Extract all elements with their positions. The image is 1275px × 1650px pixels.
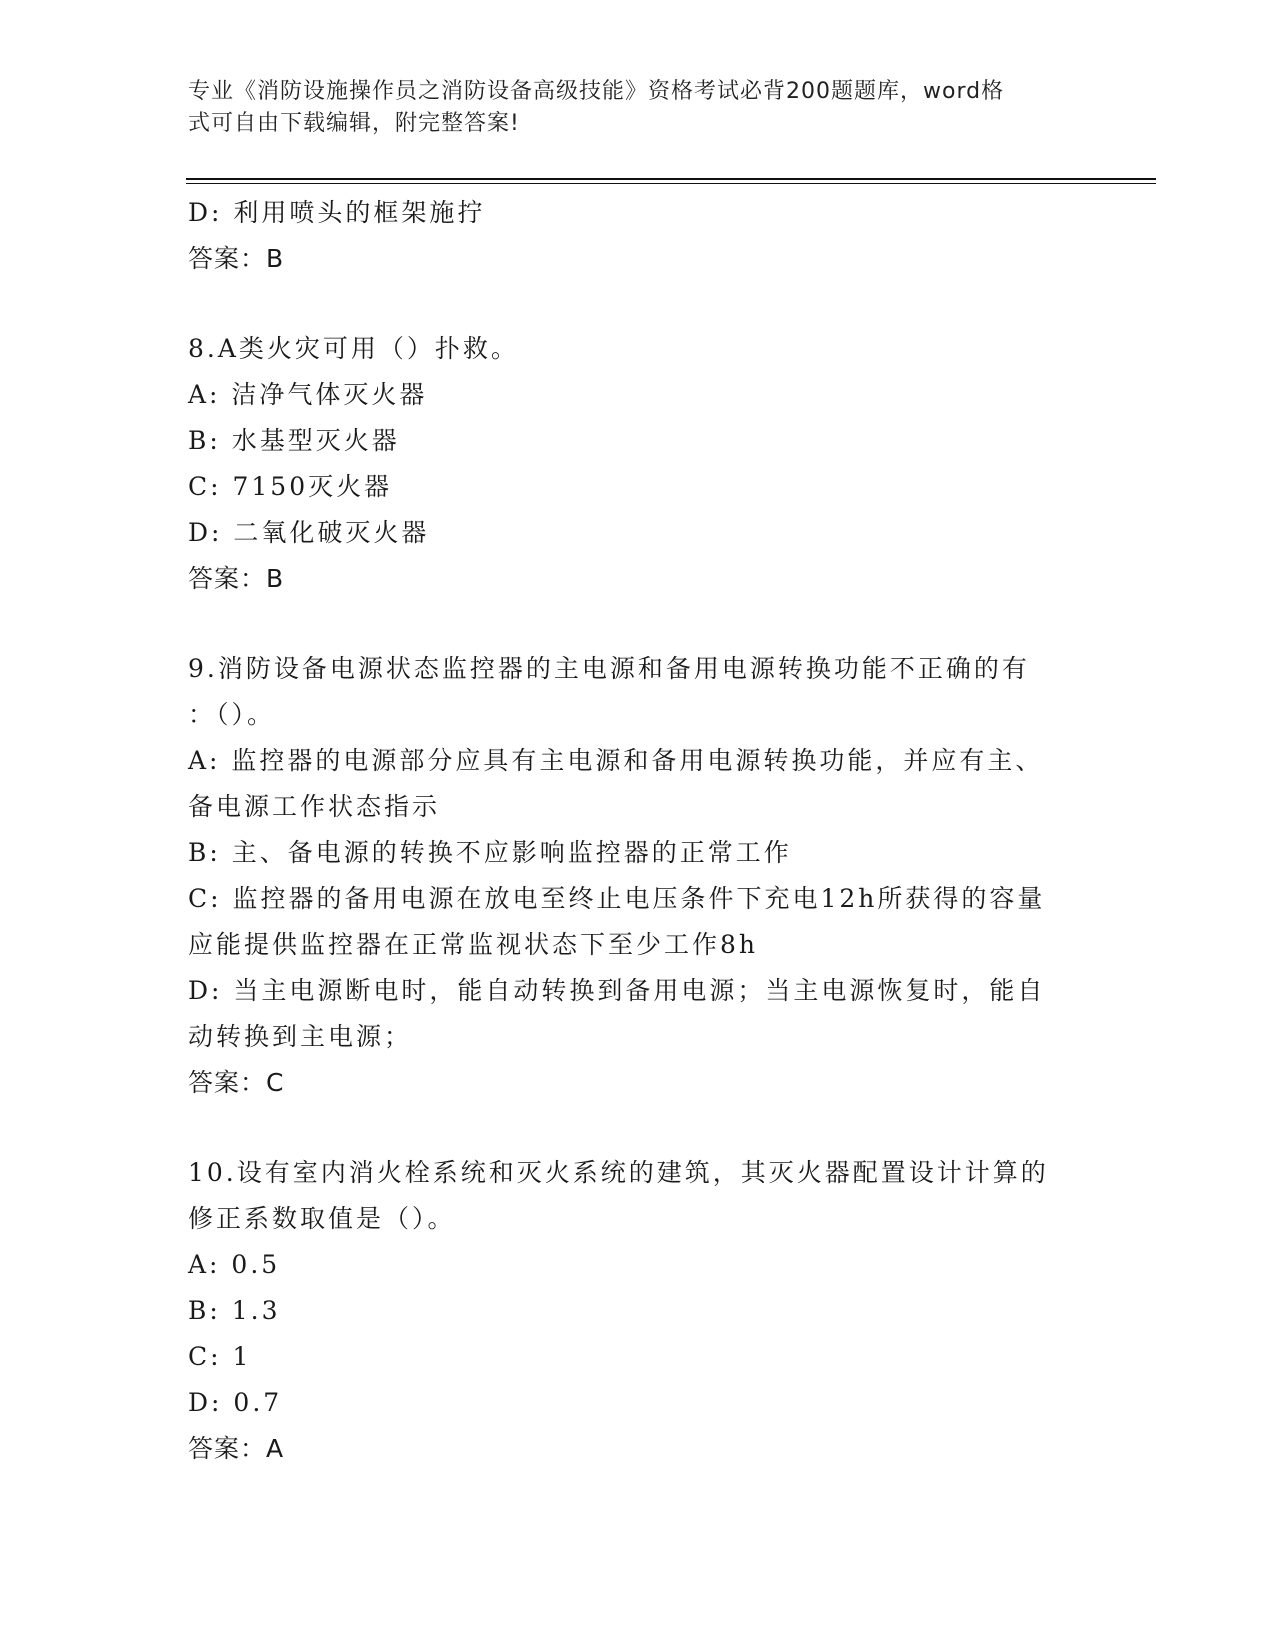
- question-stem: 8.A类火灾可用（）扑救。: [188, 334, 519, 363]
- question-gap: [188, 1106, 1088, 1150]
- question-9: [188, 646, 1088, 1106]
- header-line-1: 专业《消防设施操作员之消防设备高级技能》资格考试必背200题题库，word格: [188, 79, 1005, 104]
- question-gap: [188, 282, 1088, 326]
- option-c-continued: 应能提供监控器在正常监视状态下至少工作8h: [188, 930, 759, 959]
- option-b: B: 水基型灭火器: [188, 426, 400, 455]
- answer-line: 答案：A: [188, 1434, 285, 1463]
- question-stem-continued: ：（）。: [188, 700, 276, 729]
- previous-question-tail: [188, 190, 1088, 282]
- question-stem: 10.设有室内消火栓系统和灭火系统的建筑，其灭火器配置设计计算的: [188, 1158, 1049, 1187]
- question-stem: 9.消防设备电源状态监控器的主电源和备用电源转换功能不正确的有: [188, 654, 1030, 683]
- option-c: C: 1: [188, 1342, 252, 1371]
- page-header: [188, 76, 1068, 140]
- option-d: D: 二氧化破灭火器: [188, 518, 430, 547]
- question-stem-continued: 修正系数取值是（）。: [188, 1204, 456, 1233]
- option-a: A: 0.5: [188, 1250, 281, 1279]
- option-a: A: 监控器的电源部分应具有主电源和备用电源转换功能，并应有主、: [188, 746, 1044, 775]
- header-rule-thin: [186, 183, 1156, 184]
- header-rule-thick: [186, 178, 1156, 180]
- option-d: D: 0.7: [188, 1388, 283, 1417]
- question-content: [188, 190, 1088, 1472]
- answer-line: 答案：C: [188, 1068, 285, 1097]
- option-c: C: 监控器的备用电源在放电至终止电压条件下充电12h所获得的容量: [188, 884, 1046, 913]
- answer-line: 答案：B: [188, 244, 285, 273]
- option-b: B: 主、备电源的转换不应影响监控器的正常工作: [188, 838, 792, 867]
- answer-line: 答案：B: [188, 564, 285, 593]
- option-d: D: 当主电源断电时，能自动转换到备用电源；当主电源恢复时，能自: [188, 976, 1046, 1005]
- question-gap: [188, 602, 1088, 646]
- header-line-2: 式可自由下载编辑，附完整答案!: [188, 111, 520, 136]
- question-8: [188, 326, 1088, 602]
- option-d-continued: 动转换到主电源；: [188, 1022, 413, 1051]
- question-10: [188, 1150, 1088, 1472]
- option-a-continued: 备电源工作状态指示: [188, 792, 441, 821]
- option-c: C: 7150灭火器: [188, 472, 393, 501]
- option-d: D: 利用喷头的框架施拧: [188, 198, 486, 227]
- option-a: A: 洁净气体灭火器: [188, 380, 428, 409]
- option-b: B: 1.3: [188, 1296, 281, 1325]
